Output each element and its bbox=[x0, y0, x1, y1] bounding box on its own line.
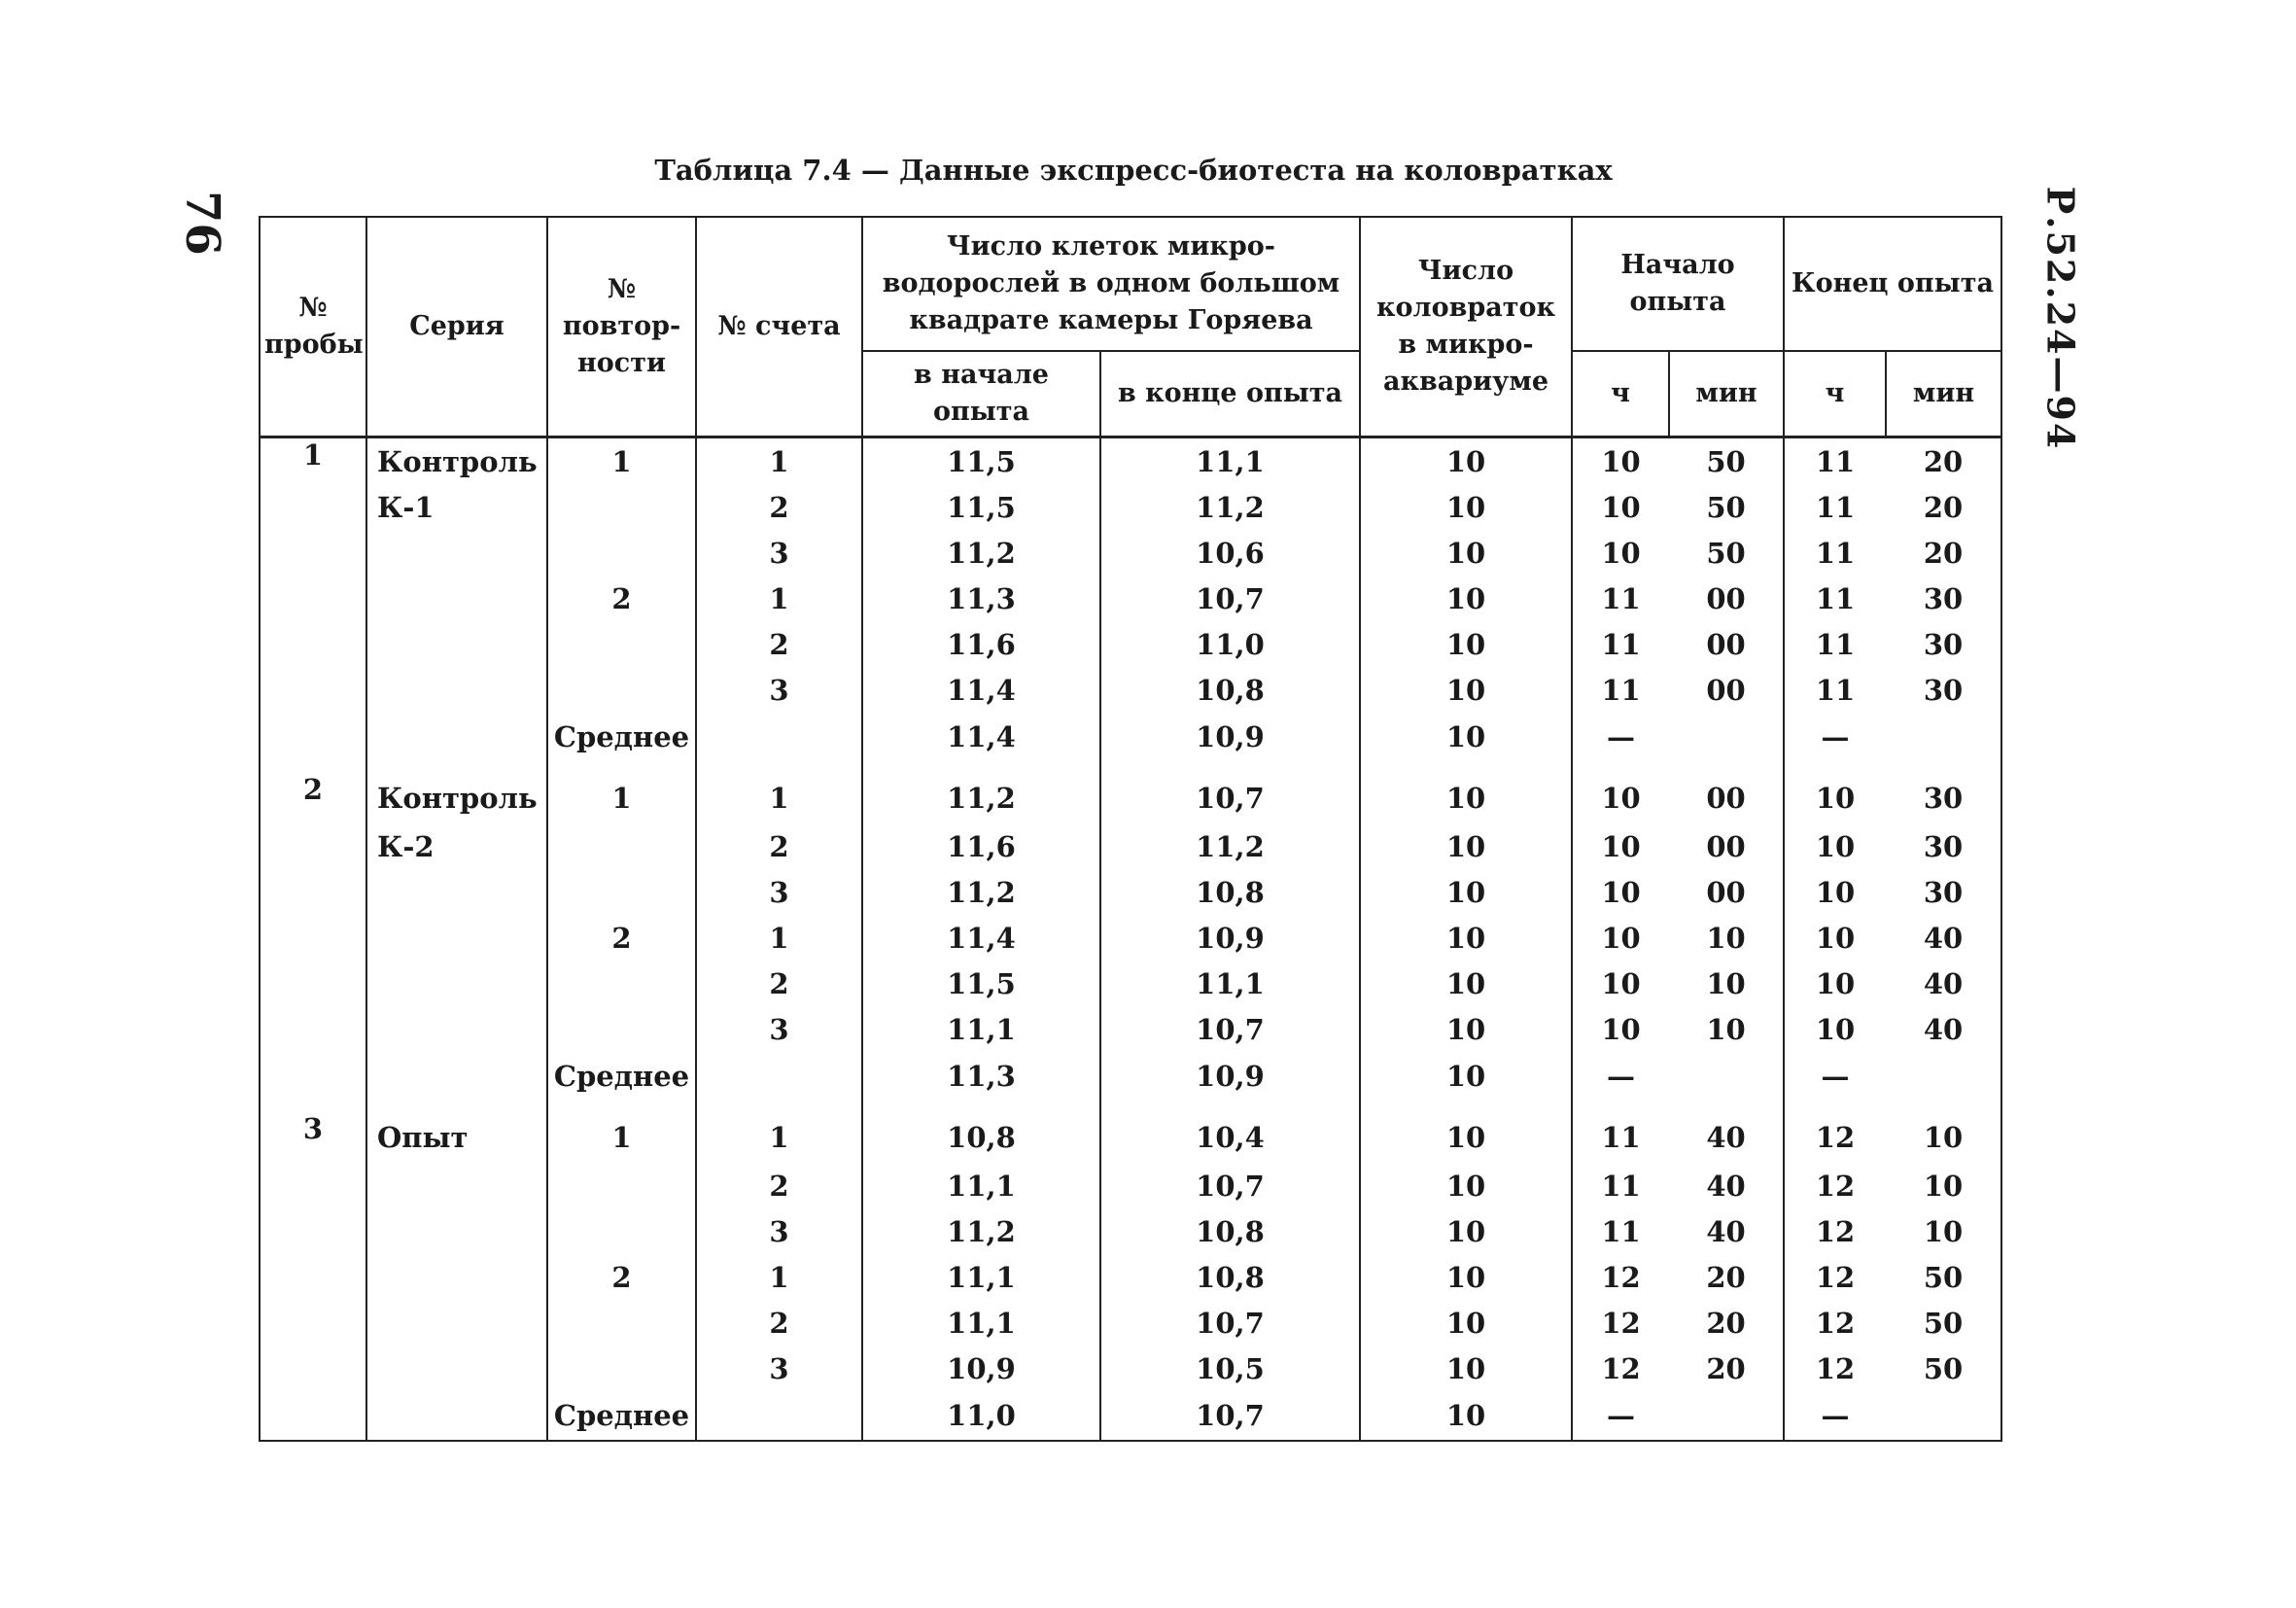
cell-repeat bbox=[547, 1208, 696, 1254]
cell-start-minute: 40 bbox=[1669, 1208, 1784, 1254]
cell-rotifers: 10 bbox=[1360, 437, 1572, 485]
cell-end-minute: 20 bbox=[1886, 437, 2001, 485]
header-count: № счета bbox=[696, 217, 862, 437]
cell-end-hour: 12 bbox=[1784, 1254, 1886, 1300]
cell-series bbox=[366, 1006, 547, 1052]
cell-start-hour: 11 bbox=[1572, 667, 1669, 713]
cell-cells-end: 11,2 bbox=[1100, 484, 1360, 530]
cell-start-hour: 10 bbox=[1572, 484, 1669, 530]
table-header bbox=[260, 217, 2001, 437]
cell-cells-end: 10,4 bbox=[1100, 1101, 1360, 1163]
header-end-minute: мин bbox=[1886, 351, 2001, 437]
cell-rotifers: 10 bbox=[1360, 961, 1572, 1006]
cell-probe bbox=[260, 1391, 366, 1441]
cell-end-minute: 20 bbox=[1886, 484, 2001, 530]
header-probe: № пробы bbox=[260, 217, 366, 437]
page-number: 76 bbox=[175, 191, 229, 256]
cell-cells-end: 10,7 bbox=[1100, 1006, 1360, 1052]
cell-cells-start: 11,5 bbox=[862, 437, 1100, 485]
cell-probe bbox=[260, 713, 366, 761]
header-series: Серия bbox=[366, 217, 547, 437]
cell-series bbox=[366, 1208, 547, 1254]
cell-cells-start: 11,2 bbox=[862, 869, 1100, 915]
cell-series bbox=[366, 530, 547, 576]
cell-rotifers: 10 bbox=[1360, 1163, 1572, 1208]
table-row bbox=[260, 761, 2001, 823]
cell-end-minute: 10 bbox=[1886, 1163, 2001, 1208]
cell-end-hour: — bbox=[1784, 713, 1886, 761]
cell-start-minute: 50 bbox=[1669, 530, 1784, 576]
table-row bbox=[260, 869, 2001, 915]
cell-repeat: Среднее bbox=[547, 713, 696, 761]
cell-start-minute: 40 bbox=[1669, 1163, 1784, 1208]
cell-start-minute: 10 bbox=[1669, 1006, 1784, 1052]
cell-count: 3 bbox=[696, 1208, 862, 1254]
cell-count: 1 bbox=[696, 1254, 862, 1300]
cell-count: 2 bbox=[696, 823, 862, 869]
cell-series bbox=[366, 621, 547, 667]
table-row bbox=[260, 576, 2001, 621]
cell-cells-end: 10,9 bbox=[1100, 713, 1360, 761]
cell-start-hour: 11 bbox=[1572, 1101, 1669, 1163]
cell-cells-start: 10,9 bbox=[862, 1346, 1100, 1391]
cell-cells-start: 11,4 bbox=[862, 667, 1100, 713]
header-start-hour: ч bbox=[1572, 351, 1669, 437]
cell-end-minute: 40 bbox=[1886, 961, 2001, 1006]
cell-probe: 2 bbox=[260, 761, 366, 823]
cell-end-minute: 10 bbox=[1886, 1208, 2001, 1254]
cell-rotifers: 10 bbox=[1360, 1052, 1572, 1101]
cell-end-minute bbox=[1886, 1391, 2001, 1441]
cell-repeat: 1 bbox=[547, 437, 696, 485]
table-row bbox=[260, 437, 2001, 485]
table-row bbox=[260, 1300, 2001, 1346]
cell-start-hour: — bbox=[1572, 1052, 1669, 1101]
table-title: Таблица 7.4 — Данные экспресс-биотеста на коловратках bbox=[654, 154, 1613, 187]
cell-rotifers: 10 bbox=[1360, 713, 1572, 761]
cell-start-minute: 10 bbox=[1669, 915, 1784, 961]
header-rotifers: Число коловраток в микро-аквариуме bbox=[1360, 217, 1572, 437]
cell-count: 2 bbox=[696, 1163, 862, 1208]
cell-probe: 1 bbox=[260, 437, 366, 485]
document-code: Р.52.24—94 bbox=[2038, 186, 2083, 451]
cell-start-hour: 11 bbox=[1572, 621, 1669, 667]
cell-count: 3 bbox=[696, 530, 862, 576]
cell-count: 1 bbox=[696, 1101, 862, 1163]
cell-start-hour: — bbox=[1572, 713, 1669, 761]
cell-cells-end: 10,7 bbox=[1100, 1300, 1360, 1346]
cell-start-minute: 00 bbox=[1669, 823, 1784, 869]
table-row-average bbox=[260, 713, 2001, 761]
cell-count bbox=[696, 1391, 862, 1441]
cell-repeat: Среднее bbox=[547, 1391, 696, 1441]
cell-start-minute: 10 bbox=[1669, 961, 1784, 1006]
cell-probe bbox=[260, 484, 366, 530]
cell-series bbox=[366, 1300, 547, 1346]
cell-start-hour: 11 bbox=[1572, 576, 1669, 621]
table-row bbox=[260, 621, 2001, 667]
cell-series: К-1 bbox=[366, 484, 547, 530]
cell-rotifers: 10 bbox=[1360, 1006, 1572, 1052]
cell-end-minute: 40 bbox=[1886, 1006, 2001, 1052]
header-experiment-end: Конец опыта bbox=[1784, 217, 2001, 351]
cell-repeat bbox=[547, 961, 696, 1006]
cell-start-minute: 00 bbox=[1669, 761, 1784, 823]
cell-repeat: 2 bbox=[547, 576, 696, 621]
cell-rotifers: 10 bbox=[1360, 1300, 1572, 1346]
cell-start-hour: 10 bbox=[1572, 869, 1669, 915]
cell-start-minute: 00 bbox=[1669, 621, 1784, 667]
cell-probe bbox=[260, 823, 366, 869]
table-row-average bbox=[260, 1052, 2001, 1101]
cell-start-hour: 10 bbox=[1572, 761, 1669, 823]
cell-end-minute: 50 bbox=[1886, 1254, 2001, 1300]
cell-end-hour: — bbox=[1784, 1052, 1886, 1101]
cell-repeat: Среднее bbox=[547, 1052, 696, 1101]
cell-end-hour: 11 bbox=[1784, 621, 1886, 667]
cell-end-hour: — bbox=[1784, 1391, 1886, 1441]
cell-cells-start: 11,6 bbox=[862, 621, 1100, 667]
cell-start-minute: 20 bbox=[1669, 1346, 1784, 1391]
cell-start-minute: 20 bbox=[1669, 1300, 1784, 1346]
cell-cells-end: 10,6 bbox=[1100, 530, 1360, 576]
cell-repeat bbox=[547, 1300, 696, 1346]
cell-end-hour: 10 bbox=[1784, 761, 1886, 823]
cell-start-minute: 50 bbox=[1669, 484, 1784, 530]
cell-repeat bbox=[547, 1163, 696, 1208]
cell-rotifers: 10 bbox=[1360, 621, 1572, 667]
cell-series bbox=[366, 576, 547, 621]
cell-series bbox=[366, 961, 547, 1006]
cell-cells-start: 11,1 bbox=[862, 1254, 1100, 1300]
cell-series bbox=[366, 1346, 547, 1391]
cell-repeat bbox=[547, 484, 696, 530]
cell-end-minute bbox=[1886, 1052, 2001, 1101]
cell-end-hour: 10 bbox=[1784, 915, 1886, 961]
cell-rotifers: 10 bbox=[1360, 1254, 1572, 1300]
cell-probe bbox=[260, 1300, 366, 1346]
cell-cells-end: 10,9 bbox=[1100, 915, 1360, 961]
cell-repeat bbox=[547, 530, 696, 576]
cell-series bbox=[366, 1052, 547, 1101]
cell-count: 2 bbox=[696, 961, 862, 1006]
cell-count: 1 bbox=[696, 761, 862, 823]
table-row bbox=[260, 1208, 2001, 1254]
cell-end-hour: 11 bbox=[1784, 576, 1886, 621]
cell-count: 3 bbox=[696, 1346, 862, 1391]
cell-cells-start: 10,8 bbox=[862, 1101, 1100, 1163]
cell-end-hour: 11 bbox=[1784, 484, 1886, 530]
cell-count bbox=[696, 1052, 862, 1101]
cell-rotifers: 10 bbox=[1360, 1101, 1572, 1163]
cell-end-minute: 50 bbox=[1886, 1346, 2001, 1391]
cell-series bbox=[366, 713, 547, 761]
cell-cells-start: 11,6 bbox=[862, 823, 1100, 869]
cell-probe bbox=[260, 1346, 366, 1391]
cell-start-hour: 12 bbox=[1572, 1300, 1669, 1346]
cell-start-hour: 11 bbox=[1572, 1208, 1669, 1254]
cell-start-minute: 50 bbox=[1669, 437, 1784, 485]
cell-start-minute: 40 bbox=[1669, 1101, 1784, 1163]
cell-end-minute: 30 bbox=[1886, 667, 2001, 713]
cell-end-minute bbox=[1886, 713, 2001, 761]
cell-cells-start: 11,2 bbox=[862, 761, 1100, 823]
cell-cells-start: 11,3 bbox=[862, 1052, 1100, 1101]
cell-cells-end: 10,8 bbox=[1100, 1208, 1360, 1254]
table-row bbox=[260, 1346, 2001, 1391]
cell-probe bbox=[260, 1254, 366, 1300]
cell-rotifers: 10 bbox=[1360, 1391, 1572, 1441]
cell-count: 3 bbox=[696, 869, 862, 915]
cell-cells-end: 11,1 bbox=[1100, 437, 1360, 485]
cell-start-hour: 12 bbox=[1572, 1346, 1669, 1391]
cell-rotifers: 10 bbox=[1360, 1208, 1572, 1254]
cell-count: 1 bbox=[696, 915, 862, 961]
cell-rotifers: 10 bbox=[1360, 869, 1572, 915]
cell-cells-end: 10,5 bbox=[1100, 1346, 1360, 1391]
cell-probe bbox=[260, 576, 366, 621]
cell-cells-start: 11,1 bbox=[862, 1006, 1100, 1052]
cell-probe bbox=[260, 915, 366, 961]
cell-start-hour: 10 bbox=[1572, 437, 1669, 485]
cell-cells-start: 11,2 bbox=[862, 1208, 1100, 1254]
cell-repeat: 1 bbox=[547, 1101, 696, 1163]
cell-probe bbox=[260, 530, 366, 576]
cell-start-minute bbox=[1669, 1391, 1784, 1441]
cell-cells-start: 11,1 bbox=[862, 1300, 1100, 1346]
cell-start-minute: 20 bbox=[1669, 1254, 1784, 1300]
cell-repeat bbox=[547, 869, 696, 915]
cell-start-minute: 00 bbox=[1669, 869, 1784, 915]
cell-cells-start: 11,0 bbox=[862, 1391, 1100, 1441]
cell-series bbox=[366, 915, 547, 961]
cell-end-hour: 12 bbox=[1784, 1208, 1886, 1254]
cell-probe bbox=[260, 667, 366, 713]
table-row bbox=[260, 823, 2001, 869]
cell-end-minute: 30 bbox=[1886, 869, 2001, 915]
cell-end-hour: 12 bbox=[1784, 1346, 1886, 1391]
cell-start-minute bbox=[1669, 713, 1784, 761]
cell-rotifers: 10 bbox=[1360, 823, 1572, 869]
cell-cells-end: 10,7 bbox=[1100, 576, 1360, 621]
cell-end-minute: 30 bbox=[1886, 621, 2001, 667]
cell-probe: 3 bbox=[260, 1101, 366, 1163]
cell-cells-start: 11,4 bbox=[862, 915, 1100, 961]
cell-end-hour: 12 bbox=[1784, 1163, 1886, 1208]
header-start-minute: мин bbox=[1669, 351, 1784, 437]
table-row bbox=[260, 1101, 2001, 1163]
cell-count: 2 bbox=[696, 484, 862, 530]
cell-cells-end: 10,7 bbox=[1100, 1163, 1360, 1208]
cell-cells-end: 10,8 bbox=[1100, 869, 1360, 915]
cell-probe bbox=[260, 621, 366, 667]
table-row bbox=[260, 530, 2001, 576]
cell-count bbox=[696, 713, 862, 761]
cell-end-minute: 30 bbox=[1886, 761, 2001, 823]
table-row bbox=[260, 1254, 2001, 1300]
cell-end-minute: 30 bbox=[1886, 823, 2001, 869]
header-cells: Число клеток микро-водорослей в одном большом квадрате камеры Горяева bbox=[862, 217, 1360, 351]
cell-series bbox=[366, 1391, 547, 1441]
cell-probe bbox=[260, 1163, 366, 1208]
cell-series bbox=[366, 1254, 547, 1300]
cell-cells-start: 11,2 bbox=[862, 530, 1100, 576]
cell-series bbox=[366, 1163, 547, 1208]
cell-series: К-2 bbox=[366, 823, 547, 869]
cell-repeat bbox=[547, 621, 696, 667]
cell-end-hour: 11 bbox=[1784, 667, 1886, 713]
cell-count: 2 bbox=[696, 1300, 862, 1346]
table-row bbox=[260, 915, 2001, 961]
data-table bbox=[259, 216, 2002, 1442]
cell-rotifers: 10 bbox=[1360, 1346, 1572, 1391]
cell-end-hour: 11 bbox=[1784, 530, 1886, 576]
header-repeat: № повтор-ности bbox=[547, 217, 696, 437]
header-cells-end: в конце опыта bbox=[1100, 351, 1360, 437]
cell-cells-end: 11,1 bbox=[1100, 961, 1360, 1006]
cell-repeat: 2 bbox=[547, 1254, 696, 1300]
cell-end-minute: 20 bbox=[1886, 530, 2001, 576]
cell-rotifers: 10 bbox=[1360, 667, 1572, 713]
cell-end-minute: 50 bbox=[1886, 1300, 2001, 1346]
cell-count: 1 bbox=[696, 437, 862, 485]
table-row bbox=[260, 1163, 2001, 1208]
cell-count: 3 bbox=[696, 1006, 862, 1052]
cell-start-hour: 10 bbox=[1572, 915, 1669, 961]
cell-rotifers: 10 bbox=[1360, 484, 1572, 530]
cell-cells-end: 10,7 bbox=[1100, 761, 1360, 823]
cell-start-hour: 10 bbox=[1572, 823, 1669, 869]
cell-start-hour: 10 bbox=[1572, 961, 1669, 1006]
cell-end-hour: 10 bbox=[1784, 1006, 1886, 1052]
table-body bbox=[260, 437, 2001, 1442]
cell-end-minute: 10 bbox=[1886, 1101, 2001, 1163]
cell-end-hour: 12 bbox=[1784, 1101, 1886, 1163]
header-cells-start: в начале опыта bbox=[862, 351, 1100, 437]
cell-end-hour: 12 bbox=[1784, 1300, 1886, 1346]
cell-repeat bbox=[547, 823, 696, 869]
cell-end-hour: 10 bbox=[1784, 869, 1886, 915]
cell-probe bbox=[260, 1052, 366, 1101]
cell-cells-end: 10,9 bbox=[1100, 1052, 1360, 1101]
cell-repeat bbox=[547, 667, 696, 713]
cell-cells-end: 10,8 bbox=[1100, 1254, 1360, 1300]
table-row bbox=[260, 1006, 2001, 1052]
header-end-hour: ч bbox=[1784, 351, 1886, 437]
cell-probe bbox=[260, 869, 366, 915]
table-row-average bbox=[260, 1391, 2001, 1441]
cell-series: Контроль bbox=[366, 437, 547, 485]
cell-series: Контроль bbox=[366, 761, 547, 823]
cell-series: Опыт bbox=[366, 1101, 547, 1163]
cell-count: 3 bbox=[696, 667, 862, 713]
cell-cells-end: 10,7 bbox=[1100, 1391, 1360, 1441]
cell-rotifers: 10 bbox=[1360, 915, 1572, 961]
cell-probe bbox=[260, 961, 366, 1006]
cell-probe bbox=[260, 1006, 366, 1052]
cell-cells-end: 11,2 bbox=[1100, 823, 1360, 869]
table-row bbox=[260, 961, 2001, 1006]
cell-repeat bbox=[547, 1346, 696, 1391]
cell-cells-start: 11,5 bbox=[862, 961, 1100, 1006]
cell-repeat: 2 bbox=[547, 915, 696, 961]
cell-series bbox=[366, 667, 547, 713]
cell-start-hour: 10 bbox=[1572, 530, 1669, 576]
cell-repeat: 1 bbox=[547, 761, 696, 823]
cell-repeat bbox=[547, 1006, 696, 1052]
cell-end-hour: 11 bbox=[1784, 437, 1886, 485]
cell-end-hour: 10 bbox=[1784, 961, 1886, 1006]
cell-start-minute bbox=[1669, 1052, 1784, 1101]
cell-cells-start: 11,5 bbox=[862, 484, 1100, 530]
cell-end-minute: 30 bbox=[1886, 576, 2001, 621]
cell-cells-start: 11,1 bbox=[862, 1163, 1100, 1208]
cell-series bbox=[366, 869, 547, 915]
cell-cells-end: 10,8 bbox=[1100, 667, 1360, 713]
cell-probe bbox=[260, 1208, 366, 1254]
cell-rotifers: 10 bbox=[1360, 576, 1572, 621]
cell-end-minute: 40 bbox=[1886, 915, 2001, 961]
cell-rotifers: 10 bbox=[1360, 761, 1572, 823]
header-experiment-start: Начало опыта bbox=[1572, 217, 1784, 351]
cell-rotifers: 10 bbox=[1360, 530, 1572, 576]
cell-cells-end: 11,0 bbox=[1100, 621, 1360, 667]
table-row bbox=[260, 667, 2001, 713]
cell-cells-start: 11,3 bbox=[862, 576, 1100, 621]
cell-count: 2 bbox=[696, 621, 862, 667]
table-row bbox=[260, 484, 2001, 530]
cell-start-hour: 11 bbox=[1572, 1163, 1669, 1208]
cell-start-hour: 10 bbox=[1572, 1006, 1669, 1052]
cell-start-hour: — bbox=[1572, 1391, 1669, 1441]
cell-start-hour: 12 bbox=[1572, 1254, 1669, 1300]
cell-start-minute: 00 bbox=[1669, 576, 1784, 621]
cell-cells-start: 11,4 bbox=[862, 713, 1100, 761]
cell-start-minute: 00 bbox=[1669, 667, 1784, 713]
cell-count: 1 bbox=[696, 576, 862, 621]
cell-end-hour: 10 bbox=[1784, 823, 1886, 869]
